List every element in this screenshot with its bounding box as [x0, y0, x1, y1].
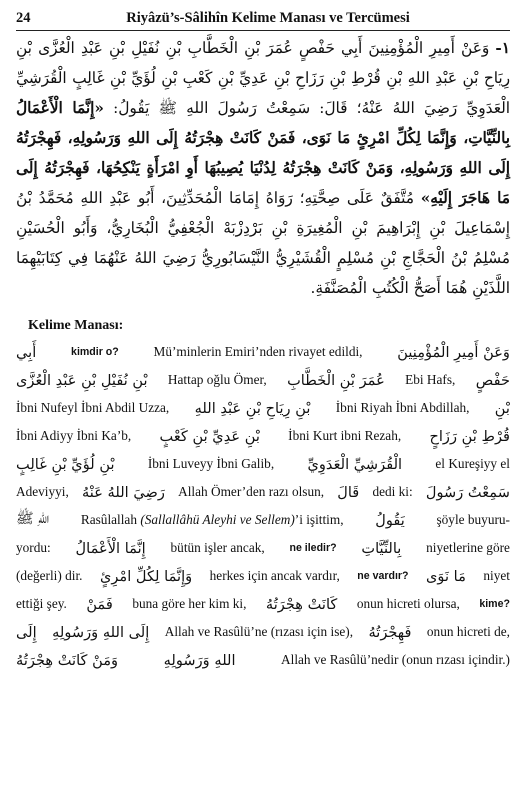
hadith-chain: وَعَنْ أَمِيرِ الْمُؤْمِنِينَ أَبِي حَفْصٍ عُمَرَ بْنِ الْخَطَّابِ بْنِ نُفَيْلِ بْنِ عَبْدِ الْعُزَّى بْنِ رِيَاحِ بْنِ عَبْدِ اللهِ بْنِ قُرْطِ بْنِ رَزَاحِ بْنِ عَدِيِّ بْنِ كَعْبِ بْنِ لُؤَيِّ بْنِ غَالِبٍ الْقُرَشِيِّ الْعَدَوِيِّ رَضِيَ اللهُ عَنْهُ؛ قَالَ: سَمِعْتُ رَسُولَ اللهِ ﷺ يَقُولُ:: [16, 39, 510, 117]
question-label: kime?: [479, 598, 510, 610]
translation: [81, 512, 344, 528]
translation: Ebi Hafs,: [405, 372, 456, 387]
translation: buna göre her kim ki,: [132, 596, 247, 611]
question-label: ne vardır?: [357, 570, 409, 582]
arabic-term: بْنِ نُفَيْلِ بْنِ عَبْدِ الْعُزَّى: [16, 371, 148, 389]
arabic-term: اللهِ وَرَسُولِهِ: [163, 651, 236, 669]
arabic-term: وَإِنَّمَا لِكُلِّ امْرِئٍ: [99, 567, 193, 585]
arabic-term: اللهِ ﷺ: [16, 509, 50, 527]
translation: bütün işler ancak,: [170, 540, 265, 555]
gloss-line: [16, 590, 510, 618]
arabic-term: مَا نَوَى: [425, 567, 466, 585]
hadith-number: ١-: [495, 39, 510, 57]
word-meaning-section: [16, 338, 510, 674]
gloss-line: [16, 506, 510, 534]
gloss-line: [16, 366, 510, 394]
gloss-line: [16, 618, 510, 646]
arabic-term: وَمَنْ كَانَتْ هِجْرَتُهُ: [16, 651, 119, 669]
gloss-line: [16, 646, 510, 674]
arabic-term: بْنِ: [494, 399, 510, 417]
arabic-term: رَضِيَ اللهُ عَنْهُ: [81, 483, 165, 501]
translation: İbni Riyah İbni Abdillah,: [335, 400, 470, 415]
translation: Adeviyyi,: [16, 484, 69, 499]
translation: Allah ve Rasûlü’ne (rızası için ise),: [164, 624, 354, 639]
arabic-term: وَعَنْ أَمِيرِ الْمُؤْمِنِينَ: [397, 343, 510, 361]
translation: İbni Luveyy İbni Galib,: [147, 456, 275, 471]
translation: İbni Adiyy İbni Ka’b,: [16, 428, 132, 443]
hadith-arabic-text: [16, 33, 510, 303]
book-title: Riyâzü’s-Sâlihîn Kelime Manası ve Tercümesi: [126, 10, 410, 26]
translation: onun hicreti de,: [426, 624, 510, 639]
arabic-term: كَانَتْ هِجْرَتُهُ: [265, 595, 338, 613]
translation: Allah ve Rasûlü’nedir (onun rızası içindir.): [281, 652, 510, 667]
gloss-line: [16, 450, 510, 478]
translation: İbni Kurt ibni Rezah,: [288, 428, 402, 443]
hadith-source: مُتَّفَقٌ عَلَى صِحَّتِهِ؛ رَوَاهُ إِمَامَا الْمُحَدِّثِينَ، أَبُو عَبْدِ اللهِ مُحَمَّدُ بْنُ إِسْمَاعِيلَ بْنِ إِبْرَاهِيمَ بْنِ الْمُغِيرَةِ بْنِ بَرْدِزْبَهْ الْجُعْفِيُّ الْبُخَارِيُّ، وَأَبُو الْحُسَيْنِ مُسْلِمُ بْنُ الْحَجَّاجِ بْنِ مُسْلِمٍ الْقُشَيْرِيُّ النَّيْسَابُورِيُّ رَضِيَ اللهُ عَنْهُمَا فِي كِتَابَيْهِمَا اللَّذَيْنِ هُمَا أَصَحُّ الْكُتُبِ الْمُصَنَّفَةِ.: [16, 189, 510, 297]
arabic-term: بْنِ لُؤَيِّ بْنِ غَالِبٍ: [16, 455, 115, 473]
translation: el Kureşiyy el: [435, 456, 510, 471]
section-title: Kelime Manası:: [28, 318, 124, 333]
translation-part: ’i işittim,: [294, 512, 344, 527]
arabic-term: قُرْطِ بْنِ رَزَاحٍ: [429, 427, 510, 445]
arabic-term: بْنِ عَدِيِّ بْنِ كَعْبٍ: [159, 427, 260, 445]
gloss-line: [16, 562, 510, 590]
question-label: ne iledir?: [289, 542, 337, 554]
arabic-term: أَبِي: [16, 343, 37, 361]
translation: niyetlerine göre: [426, 540, 510, 555]
page-number: 24: [16, 10, 31, 26]
arabic-term: سَمِعْتُ رَسُولَ: [425, 483, 510, 501]
arabic-term: حَفْصٍ: [475, 371, 510, 389]
translation: dedi ki:: [372, 484, 413, 499]
translation: onun hicreti olursa,: [356, 596, 460, 611]
gloss-line: [16, 534, 510, 562]
translation: Mü’minlerin Emiri’nden rivayet edildi,: [153, 344, 363, 359]
arabic-term: قَالَ: [337, 483, 360, 501]
arabic-term: فَمَنْ: [86, 595, 113, 613]
arabic-term: بِالنِّيَّاتِ: [361, 539, 402, 557]
gloss-line: [16, 394, 510, 422]
gloss-line: [16, 422, 510, 450]
arabic-term: بْنِ رِيَاحِ بْنِ عَبْدِ اللهِ: [194, 399, 311, 417]
page-header: [16, 0, 510, 31]
arabic-term: إِنَّمَا الْأَعْمَالُ: [75, 539, 146, 557]
arabic-term: عُمَرَ بْنِ الْخَطَّابِ: [287, 371, 385, 389]
hadith-matn: «إِنَّمَا الْأَعْمَالُ بِالنِّيَّاتِ، وَإِنَّمَا لِكُلِّ امْرِئٍ مَا نَوَى، فَمَنْ كَانَتْ هِجْرَتُهُ إِلَى اللهِ وَرَسُولِهِ، فَهِجْرَتُهُ إِلَى اللهِ وَرَسُولِهِ، وَمَنْ كَانَتْ هِجْرَتُهُ لِدُنْيَا يُصِيبُهَا أَوِ امْرَأَةٍ يَنْكِحُهَا، فَهِجْرَتُهُ إِلَى مَا هَاجَرَ إِلَيْهِ»: [16, 99, 510, 207]
translation: (değerli) dir.: [16, 568, 83, 583]
translation: şöyle buyuru-: [436, 512, 510, 527]
translation: Hattap oğlu Ömer,: [167, 372, 267, 387]
arabic-term: إِلَى اللهِ وَرَسُولِهِ: [52, 623, 150, 641]
gloss-line: [16, 338, 510, 366]
translation: ettiği şey.: [16, 596, 67, 611]
salutation-italic: (Sallallâhü Aleyhi ve Sellem): [140, 512, 295, 527]
arabic-term: الْقُرَشِيِّ الْعَدَوِيِّ: [307, 455, 403, 473]
translation-part: Rasûlallah: [80, 512, 137, 527]
gloss-line: [16, 478, 510, 506]
arabic-term: يَقُولُ: [375, 511, 405, 529]
translation: yordu:: [16, 540, 51, 555]
translation: Allah Ömer’den razı olsun,: [178, 484, 325, 499]
arabic-term: فَهِجْرَتُهُ: [368, 623, 412, 641]
translation: herkes için ancak vardır,: [209, 568, 340, 583]
translation: İbni Nufeyl İbni Abdil Uzza,: [16, 400, 170, 415]
translation: niyet: [483, 568, 510, 583]
arabic-term: إِلَى: [16, 623, 37, 641]
question-label: kimdir o?: [71, 346, 119, 358]
